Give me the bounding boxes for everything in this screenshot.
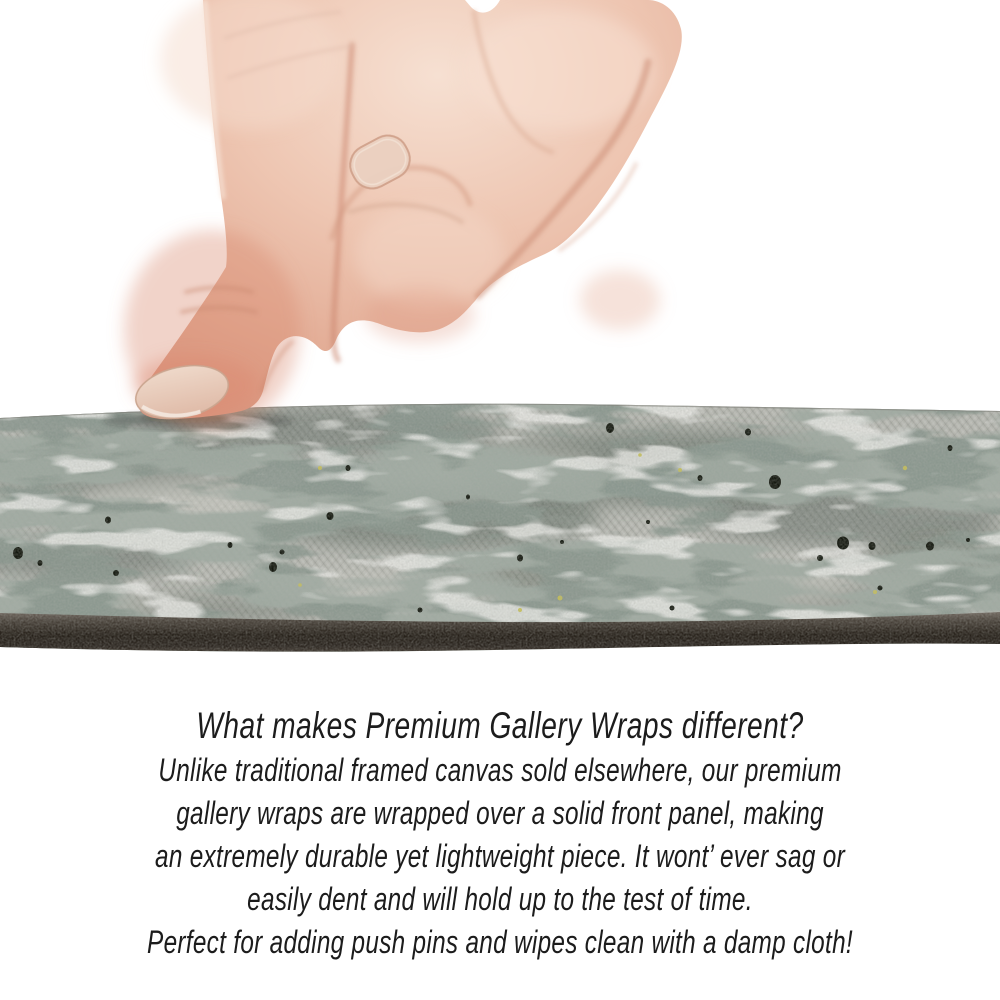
- canvas-grain: [0, 395, 1000, 660]
- info-heading: What makes Premium Gallery Wraps different?: [196, 705, 804, 746]
- info-line-4: easily dent and will hold up to the test of time.: [247, 881, 753, 917]
- info-line-5: Perfect for adding push pins and wipes clean with a damp cloth!: [147, 924, 853, 960]
- info-line-2: gallery wraps are wrapped over a solid front panel, making: [176, 795, 824, 831]
- canvas-strip-graphic: [0, 395, 1000, 660]
- info-line-3: an extremely durable yet lightweight piece. It wont’ ever sag or: [155, 838, 845, 874]
- info-line-1: Unlike traditional framed canvas sold elsewhere, our premium: [158, 752, 842, 788]
- hand-graphic: [124, 0, 682, 430]
- info-text-block: [120, 703, 880, 964]
